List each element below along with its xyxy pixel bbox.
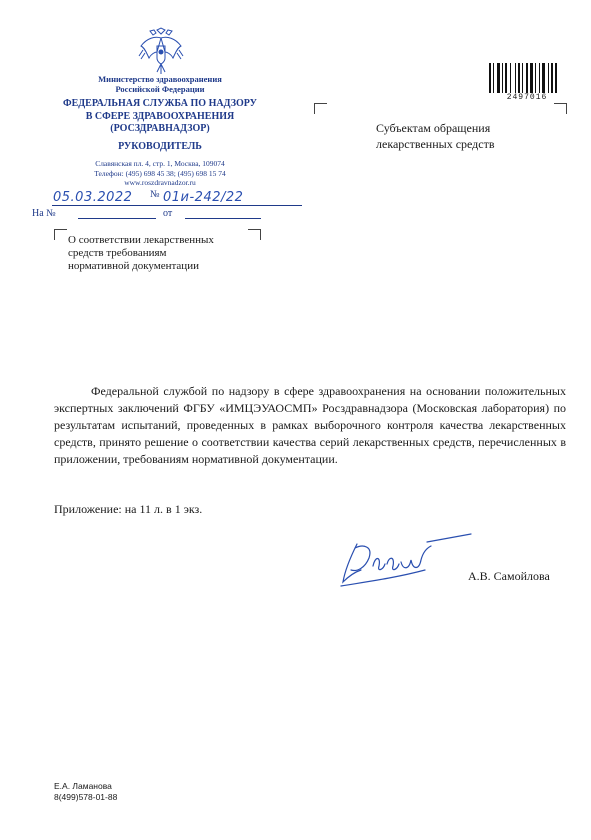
registration-underline [52,205,302,206]
subject-line-3: нормативной документации [68,260,199,272]
barcode-bar [555,63,557,93]
subject-line-2: средств требованиям [68,247,167,259]
coat-of-arms-icon [137,26,185,76]
subject-line-1: О соответствии лекарственных [68,234,214,246]
barcode-bar [535,63,536,93]
barcode-bar [530,63,533,93]
barcode-bar [493,63,494,93]
barcode-bar [502,63,503,93]
barcode-bar [522,63,523,93]
recipient-line-2: лекарственных средств [376,137,495,151]
barcode-bar [518,63,520,93]
contact-block [60,159,260,188]
barcode-icon [488,63,566,93]
head-title: РУКОВОДИТЕЛЬ [118,141,202,152]
registration-number: 01и-242/22 [163,190,244,205]
executor-info [54,781,117,803]
recipient-bracket-right [554,103,567,114]
agency-line-2: В СФЕРЕ ЗДРАВООХРАНЕНИЯ [85,110,235,122]
barcode-bar [526,63,528,93]
barcode-bar [515,63,516,93]
signer-name: А.В. Самойлова [468,569,550,583]
registration-date: 05.03.2022 [53,190,133,205]
barcode-bar [510,63,511,93]
barcode-bar [548,63,549,93]
barcode-bar [551,63,553,93]
ministry-line-1: Министерство здравоохранения [98,74,222,84]
barcode-bar [542,63,545,93]
letter-body: Федеральной службой по надзору в сфере здравоохранения на основании положительных экспертных заключений ФГБУ «ИМЦЭУАОСМП» Росздравнадзора (Московская лаборатория) по результатам испытаний, проведенных в рамках выборочного контроля качества лекарственных средств, принято решение о соответствии качества серий лекарственных средств, перечисленных в приложении, требованиям нормативной документации. [54,384,566,466]
reference-date-line [185,218,261,219]
recipient-bracket-left [314,103,327,114]
appendix-note: Приложение: на 11 л. в 1 экз. [54,502,203,516]
recipient [376,120,576,152]
reference-date-label: от [163,208,173,219]
barcode-bar [505,63,507,93]
address: Славянская пл. 4, стр. 1, Москва, 109074 [95,159,225,168]
ministry-name [60,74,260,94]
ministry-line-2: Российской Федерации [115,84,205,94]
subject [68,234,268,273]
agency-name [40,98,280,136]
barcode-number: 2497016 [506,93,548,102]
signature-icon [335,526,475,596]
barcode-bar [489,63,491,93]
subject-bracket-left [54,229,67,240]
reference-number-line [78,218,156,219]
recipient-line-1: Субъектам обращения [376,121,491,135]
executor-name: Е.А. Ламанова [54,781,112,791]
barcode-bar [539,63,540,93]
barcode-bar [497,63,500,93]
executor-phone: 8(499)578-01-88 [54,792,118,802]
website: www.roszdravnadzor.ru [124,178,196,187]
number-sign: № [150,189,160,200]
agency-line-1: ФЕДЕРАЛЬНАЯ СЛУЖБА ПО НАДЗОРУ [63,98,257,109]
reference-label: На № [32,208,56,219]
agency-line-3: (РОСЗДРАВНАДЗОР) [110,123,210,134]
phone: Телефон: (495) 698 45 38; (495) 698 15 74 [94,168,226,178]
